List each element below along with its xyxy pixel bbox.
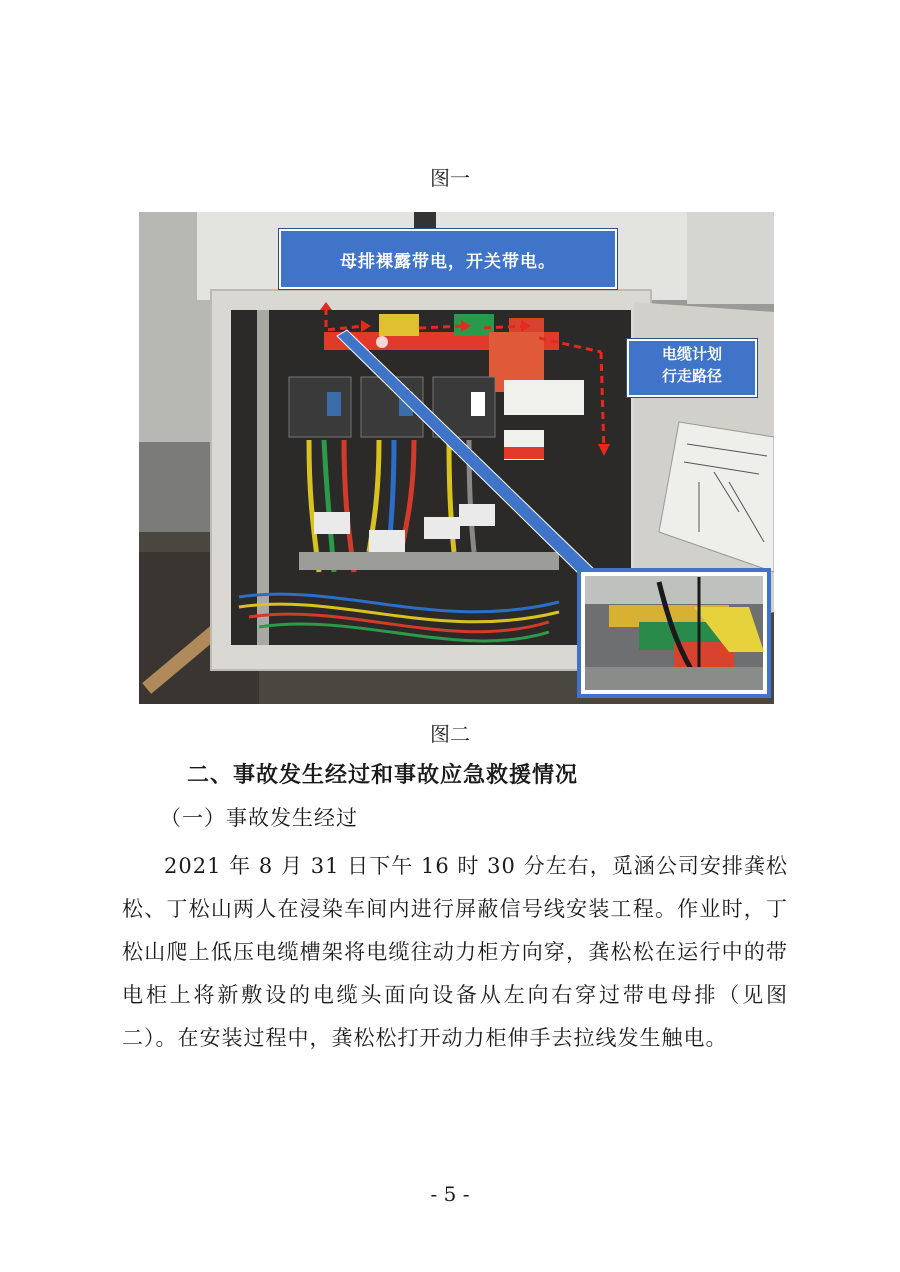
sub-heading: （一）事故发生经过 [160,806,358,830]
figure2-photo [139,212,774,704]
cable-route-label-line2: 行走路径 [661,367,722,385]
figure2-caption: 图二 [430,722,470,746]
body-paragraph: 2021 年 8 月 31 日下午 16 时 30 分左右，觅涵公司安排龚松松、丁松山两人在浸染车间内进行屏蔽信号线安装工程。作业时，丁松山爬上低压电缆槽架将电缆往动力柜方向穿，龚松松在运行中的带电柜上将新敷设的电缆头面向设备从左向右穿过带电母排（见图二）。在安装过程中，龚松松打开动力柜伸手去拉线发生触电。 [122,854,788,1050]
figure1-caption: 图一 [430,166,470,190]
busbar-live-callout: 母排裸露带电，开关带电。 [279,229,617,289]
cable-route-label-line1: 电缆计划 [661,345,722,363]
section-heading: 二、事故发生经过和事故应急救援情况 [187,763,579,788]
cable-route-callout [627,339,757,397]
page-number: - 5 - [430,1182,470,1206]
